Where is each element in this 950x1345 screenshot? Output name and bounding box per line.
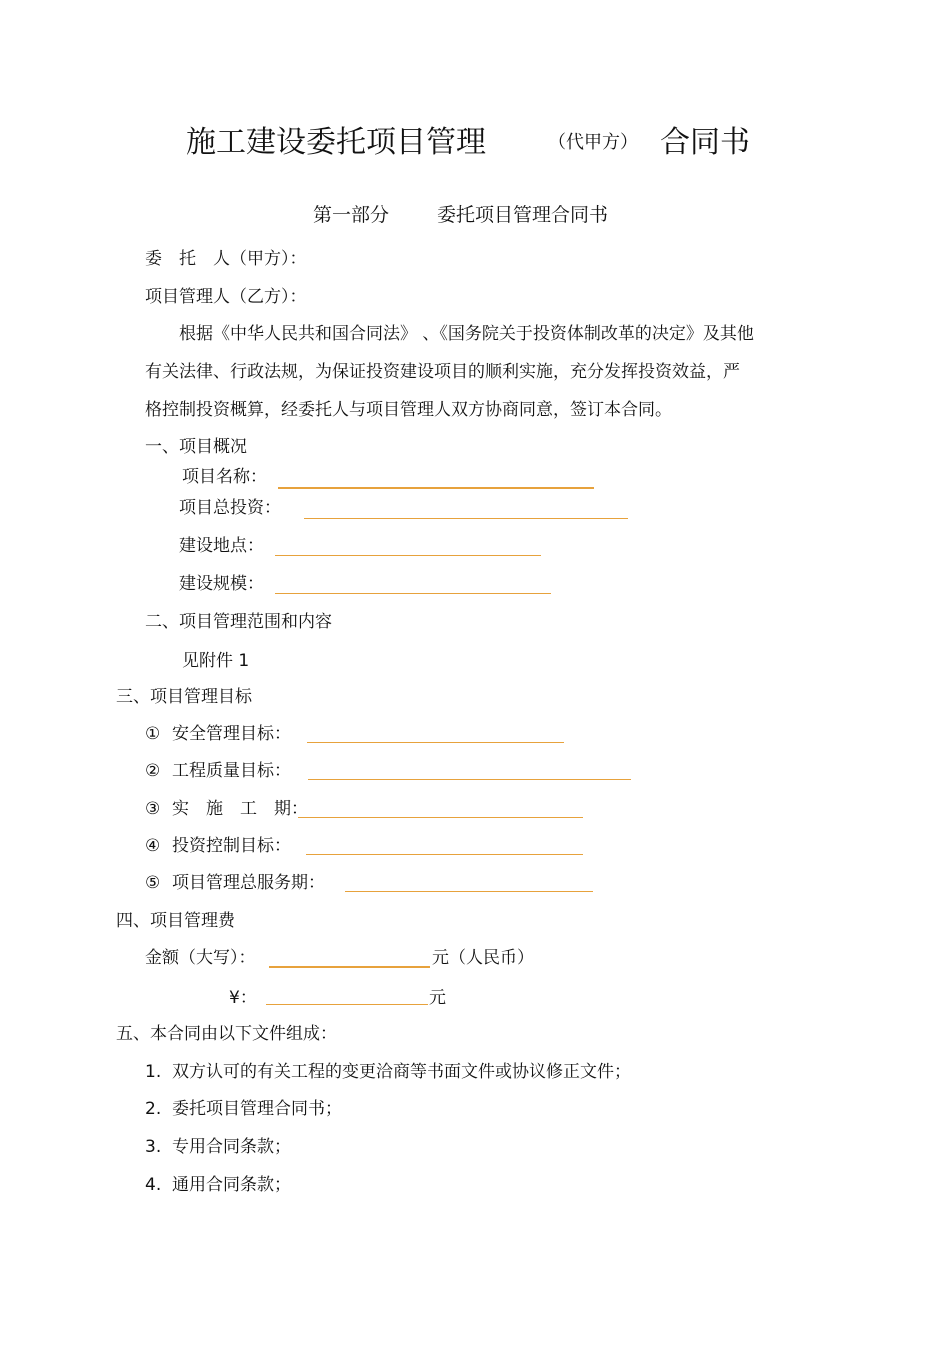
construction-period-label: 实 施 工 期： [172,799,308,819]
document-item-2: 委托项目管理合同书； [172,1099,342,1119]
scale-label: 建设规模： [179,574,264,594]
document-item-4-number: 4. [145,1175,162,1195]
document-item-1: 双方认可的有关工程的变更洽商等书面文件或协议修正文件； [172,1062,631,1082]
safety-goal-blank [307,742,564,743]
goal-5-number: ⑤ [145,873,161,893]
amount-label: 金额（大写）： [145,948,256,968]
preamble-line-1: 根据《中华人民共和国合同法》 、《国务院关于投资体制改革的决定》及其他 [179,324,754,344]
section-2-heading: 二、项目管理范围和内容 [145,612,332,632]
goal-2-number: ② [145,761,161,781]
total-investment-label: 项目总投资： [179,498,281,518]
scale-blank [275,593,551,594]
section-4-heading: 四、项目管理费 [116,911,235,931]
service-period-label: 项目管理总服务期： [172,873,325,893]
document-item-2-number: 2. [145,1099,162,1119]
section-5-heading: 五、本合同由以下文件组成： [116,1024,337,1044]
yen-unit: 元 [429,988,446,1008]
amount-unit: 元（人民币） [432,948,534,968]
preamble-line-3: 格控制投资概算，经委托人与项目管理人双方协商同意，签订本合同。 [145,400,672,420]
document-item-4: 通用合同条款； [172,1175,291,1195]
goal-3-number: ③ [145,799,161,819]
amount-blank [269,966,430,968]
document-title-note: （代甲方） [548,132,638,153]
service-period-blank [345,891,593,892]
investment-goal-label: 投资控制目标： [172,836,291,856]
project-name-label: 项目名称： [182,467,267,487]
total-investment-blank [304,518,628,519]
project-name-blank [278,487,594,489]
safety-goal-label: 安全管理目标： [172,724,291,744]
investment-goal-blank [306,854,583,855]
quality-goal-blank [308,779,631,780]
document-item-3-number: 3. [145,1137,162,1157]
site-label: 建设地点： [179,536,264,556]
document-title-end: 合同书 [660,125,750,160]
yen-blank [266,1004,428,1005]
manager-label: 项目管理人（乙方）： [145,287,307,307]
part-name: 委托项目管理合同书 [437,204,609,226]
client-label: 委 托 人（甲方）： [145,249,307,269]
part-number: 第一部分 [313,204,390,226]
section-1-heading: 一、项目概况 [145,437,247,457]
section-2-content: 见附件 1 [182,651,250,671]
goal-1-number: ① [145,724,161,744]
quality-goal-label: 工程质量目标： [172,761,291,781]
yen-label: ¥： [229,988,257,1008]
document-item-3: 专用合同条款； [172,1137,291,1157]
preamble-line-2: 有关法律、行政法规，为保证投资建设项目的顺利实施，充分发挥投资效益，严 [145,362,740,382]
section-3-heading: 三、项目管理目标 [116,687,252,707]
construction-period-blank [298,817,583,818]
document-title: 施工建设委托项目管理 [186,125,486,160]
goal-4-number: ④ [145,836,161,856]
site-blank [275,555,541,556]
document-item-1-number: 1. [145,1062,162,1082]
